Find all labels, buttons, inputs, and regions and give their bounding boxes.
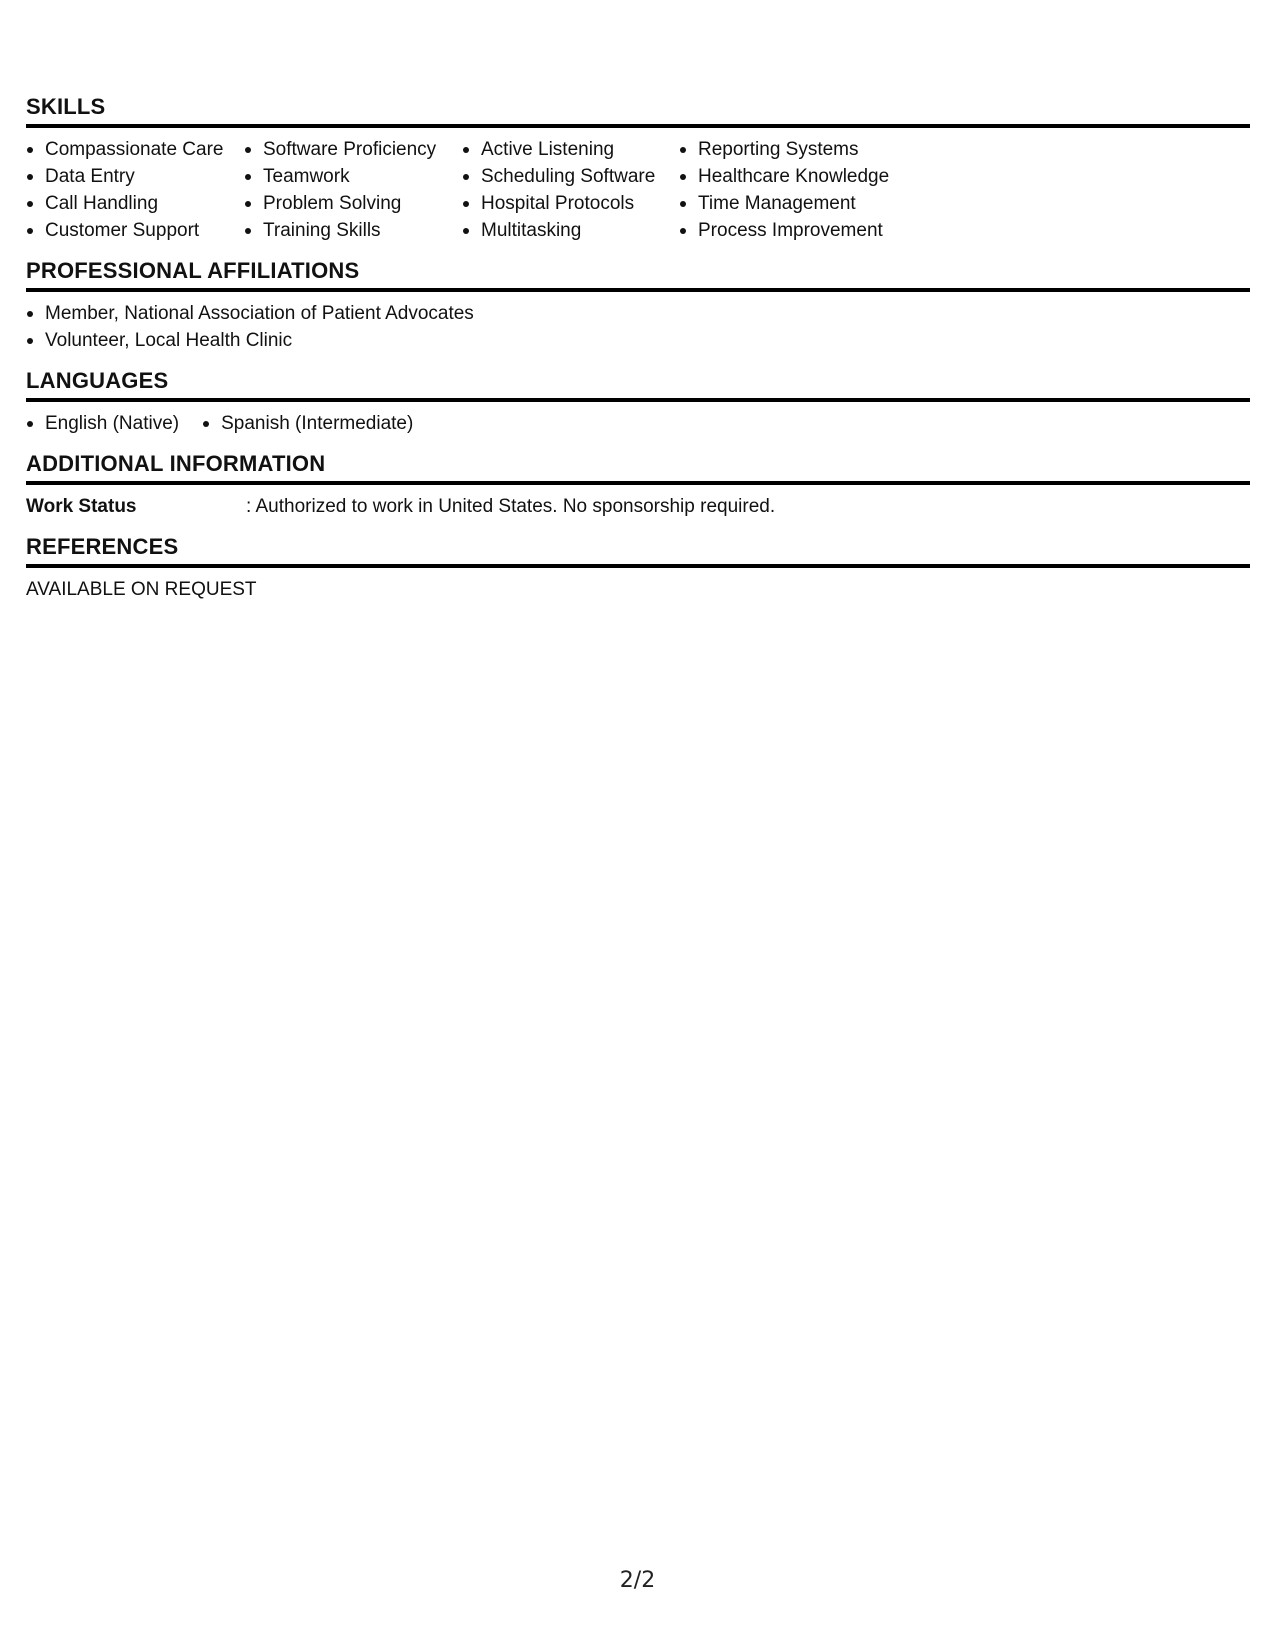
languages-section bbox=[26, 368, 1250, 437]
language-item: English (Native) bbox=[26, 410, 179, 437]
skill-item: Teamwork bbox=[244, 163, 462, 190]
skill-item: Problem Solving bbox=[244, 190, 462, 217]
affiliations-list bbox=[26, 300, 1250, 354]
work-status-row bbox=[26, 493, 1250, 520]
references-section bbox=[26, 534, 1250, 603]
references-text: AVAILABLE ON REQUEST bbox=[26, 579, 257, 600]
additional-info-heading: ADDITIONAL INFORMATION bbox=[26, 451, 1250, 485]
skill-item: Time Management bbox=[679, 190, 919, 217]
skill-item: Software Proficiency bbox=[244, 136, 462, 163]
skill-item: Multitasking bbox=[462, 217, 679, 244]
skill-item: Hospital Protocols bbox=[462, 190, 679, 217]
skill-item: Training Skills bbox=[244, 217, 462, 244]
skill-item: Compassionate Care bbox=[26, 136, 244, 163]
language-item: Spanish (Intermediate) bbox=[202, 410, 413, 437]
skill-item: Call Handling bbox=[26, 190, 244, 217]
work-status-value: : Authorized to work in United States. No sponsorship required. bbox=[246, 496, 776, 517]
skill-item: Data Entry bbox=[26, 163, 244, 190]
skills-grid bbox=[26, 136, 1250, 244]
references-heading: REFERENCES bbox=[26, 534, 1250, 568]
work-status-label: Work Status bbox=[26, 496, 137, 517]
skill-item: Reporting Systems bbox=[679, 136, 919, 163]
additional-info-section bbox=[26, 451, 1250, 520]
skills-column-2 bbox=[244, 136, 462, 244]
skill-item: Active Listening bbox=[462, 136, 679, 163]
page-number: 2/2 bbox=[619, 1568, 656, 1593]
affiliations-heading: PROFESSIONAL AFFILIATIONS bbox=[26, 258, 1250, 292]
skills-section bbox=[26, 94, 1250, 244]
languages-heading: LANGUAGES bbox=[26, 368, 1250, 402]
languages-list bbox=[26, 410, 1250, 437]
resume-page bbox=[26, 94, 1250, 617]
affiliation-item: Member, National Association of Patient Advocates bbox=[26, 300, 1250, 327]
affiliation-item: Volunteer, Local Health Clinic bbox=[26, 327, 1250, 354]
skills-column-4 bbox=[679, 136, 919, 244]
skill-item: Healthcare Knowledge bbox=[679, 163, 919, 190]
skills-column-1 bbox=[26, 136, 244, 244]
affiliations-section bbox=[26, 258, 1250, 354]
skills-column-3 bbox=[462, 136, 679, 244]
skill-item: Scheduling Software bbox=[462, 163, 679, 190]
skill-item: Process Improvement bbox=[679, 217, 919, 244]
skills-heading: SKILLS bbox=[26, 94, 1250, 128]
skill-item: Customer Support bbox=[26, 217, 244, 244]
